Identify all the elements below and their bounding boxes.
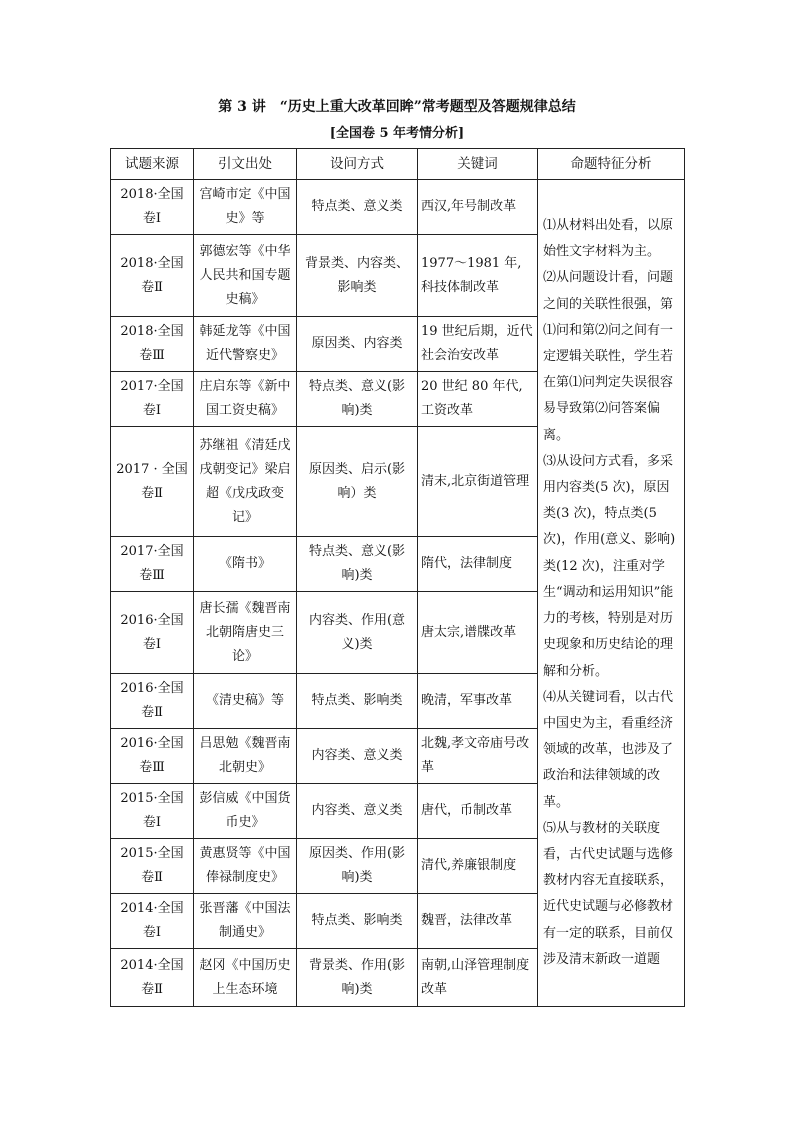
cell-citation: 《隋书》 bbox=[194, 537, 297, 592]
header-keyword: 关键词 bbox=[418, 149, 538, 180]
cell-citation: 唐长孺《魏晋南北朝隋唐史三论》 bbox=[194, 592, 297, 674]
cell-keyword: 清末,北京街道管理 bbox=[418, 427, 538, 537]
exam-analysis-table bbox=[110, 148, 685, 1007]
cell-question: 背景类、作用(影响)类 bbox=[297, 949, 418, 1007]
cell-keyword: 西汉,年号制改革 bbox=[418, 180, 538, 235]
header-analysis: 命题特征分析 bbox=[538, 149, 685, 180]
cell-source: 2017·全国卷Ⅲ bbox=[111, 537, 194, 592]
cell-source: 2016·全国卷Ⅲ bbox=[111, 729, 194, 784]
header-source: 试题来源 bbox=[111, 149, 194, 180]
cell-citation: 郭德宏等《中华人民共和国专题史稿》 bbox=[194, 235, 297, 317]
cell-source: 2018·全国卷Ⅰ bbox=[111, 180, 194, 235]
cell-citation: 吕思勉《魏晋南北朝史》 bbox=[194, 729, 297, 784]
cell-keyword: 清代,养廉银制度 bbox=[418, 839, 538, 894]
table-header-row bbox=[111, 149, 685, 180]
analysis-paragraph: ⑵从问题设计看，问题之间的关联性很强，第⑴问和第⑵问之间有一定逻辑关联性，学生若在第⑴问判定失误很容易导致第⑵问答案偏离。 bbox=[543, 270, 674, 443]
cell-question: 背景类、内容类、影响类 bbox=[297, 235, 418, 317]
cell-keyword: 唐代，币制改革 bbox=[418, 784, 538, 839]
cell-keyword: 20 世纪 80 年代,工资改革 bbox=[418, 372, 538, 427]
cell-citation: 《清史稿》等 bbox=[194, 674, 297, 729]
page-title: 第 3 讲 “历史上重大改革回眸”常考题型及答题规律总结 bbox=[218, 99, 576, 115]
cell-question: 原因类、内容类 bbox=[297, 317, 418, 372]
cell-question: 内容类、作用(意义)类 bbox=[297, 592, 418, 674]
cell-keyword: 1977～1981 年,科技体制改革 bbox=[418, 235, 538, 317]
cell-citation: 赵冈《中国历史上生态环境 bbox=[194, 949, 297, 1007]
cell-citation: 黄惠贤等《中国俸禄制度史》 bbox=[194, 839, 297, 894]
cell-keyword: 隋代，法律制度 bbox=[418, 537, 538, 592]
cell-keyword: 唐太宗,谱牒改革 bbox=[418, 592, 538, 674]
cell-keyword: 北魏,孝文帝庙号改革 bbox=[418, 729, 538, 784]
cell-citation: 彭信威《中国货币史》 bbox=[194, 784, 297, 839]
cell-question: 特点类、意义(影响)类 bbox=[297, 537, 418, 592]
cell-question: 特点类、影响类 bbox=[297, 894, 418, 949]
cell-question: 内容类、意义类 bbox=[297, 784, 418, 839]
cell-source: 2018·全国卷Ⅲ bbox=[111, 317, 194, 372]
cell-keyword: 19 世纪后期，近代社会治安改革 bbox=[418, 317, 538, 372]
cell-keyword: 南朝,山泽管理制度改革 bbox=[418, 949, 538, 1007]
cell-analysis bbox=[538, 180, 685, 1007]
cell-question: 内容类、意义类 bbox=[297, 729, 418, 784]
table-row bbox=[111, 180, 685, 235]
cell-source: 2017·全国卷Ⅰ bbox=[111, 372, 194, 427]
cell-question: 特点类、意义类 bbox=[297, 180, 418, 235]
analysis-paragraph: ⑸从与教材的关联度看，古代史试题与选修教材内容无直接联系，近代史试题与必修教材有一定的联系，目前仅涉及清末新政一道题 bbox=[543, 820, 674, 967]
cell-question: 特点类、影响类 bbox=[297, 674, 418, 729]
cell-source: 2014·全国卷Ⅱ bbox=[111, 949, 194, 1007]
cell-source: 2016·全国卷Ⅱ bbox=[111, 674, 194, 729]
cell-source: 2018·全国卷Ⅱ bbox=[111, 235, 194, 317]
cell-citation: 庄启东等《新中国工资史稿》 bbox=[194, 372, 297, 427]
cell-keyword: 魏晋，法律改革 bbox=[418, 894, 538, 949]
cell-source: 2016·全国卷Ⅰ bbox=[111, 592, 194, 674]
cell-keyword: 晚清，军事改革 bbox=[418, 674, 538, 729]
header-question: 设问方式 bbox=[297, 149, 418, 180]
analysis-paragraph: ⑷从关键词看，以古代中国史为主，看重经济领域的改革，也涉及了政治和法律领域的改革。 bbox=[543, 689, 674, 810]
analysis-paragraph: ⑶从设问方式看，多采用内容类(5 次)，原因类(3 次)，特点类(5次)，作用(意义、影响)类(12 次)，注重对学生“调动和运用知识”能力的考核，特别是对历史现象和历史结论的理解和分析。 bbox=[543, 453, 676, 679]
cell-citation: 苏继祖《清廷戊戌朝变记》梁启超《戊戌政变记》 bbox=[194, 427, 297, 537]
cell-citation: 韩延龙等《中国近代警察史》 bbox=[194, 317, 297, 372]
cell-source: 2014·全国卷Ⅰ bbox=[111, 894, 194, 949]
cell-citation: 宫崎市定《中国史》等 bbox=[194, 180, 297, 235]
page-subtitle: [全国卷 5 年考情分析] bbox=[329, 126, 465, 141]
cell-source: 2017 · 全国卷Ⅱ bbox=[111, 427, 194, 537]
analysis-paragraph: ⑴从材料出处看，以原始性文字材料为主。 bbox=[543, 218, 674, 260]
cell-source: 2015·全国卷Ⅰ bbox=[111, 784, 194, 839]
cell-question: 原因类、启示(影响）类 bbox=[297, 427, 418, 537]
cell-citation: 张晋藩《中国法制通史》 bbox=[194, 894, 297, 949]
cell-question: 原因类、作用(影响)类 bbox=[297, 839, 418, 894]
cell-source: 2015·全国卷Ⅱ bbox=[111, 839, 194, 894]
cell-question: 特点类、意义(影响)类 bbox=[297, 372, 418, 427]
header-citation: 引文出处 bbox=[194, 149, 297, 180]
